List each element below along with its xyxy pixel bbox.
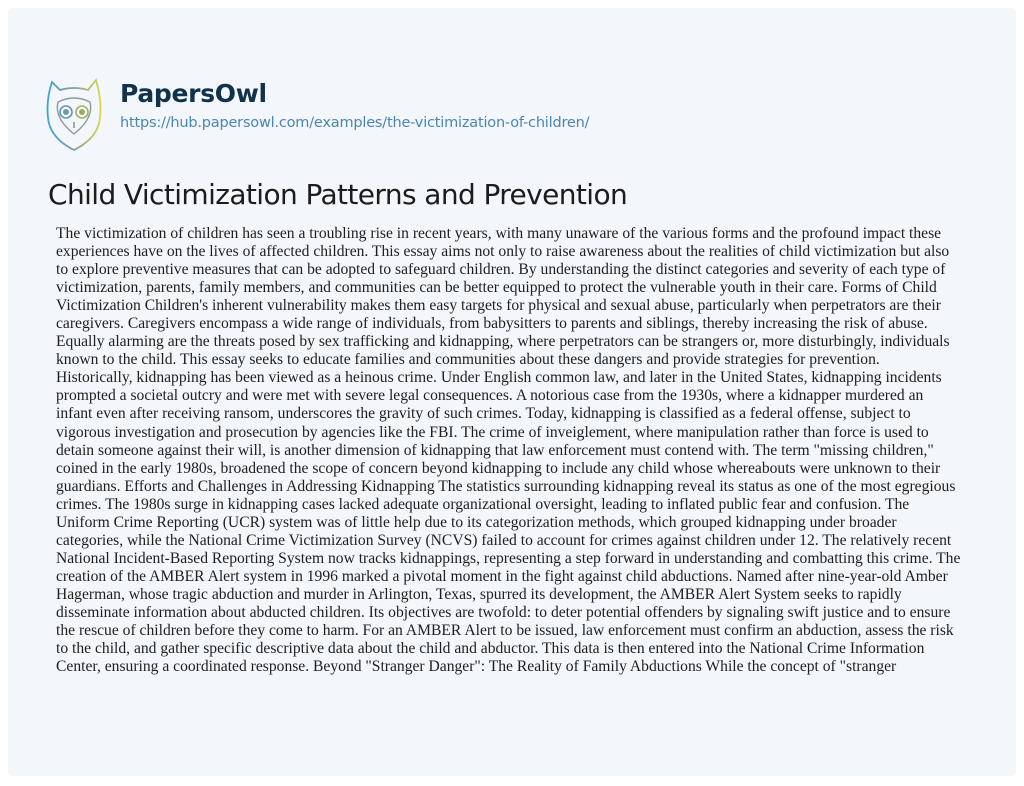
text-line: detain someone against their will, is another dimension of kidnapping that law enforcement must contend with. The term "missing children," <box>56 441 934 459</box>
text-line: coined in the early 1980s, broadened the scope of concern beyond kidnapping to include any child whose whereabouts were unknown to their <box>56 459 941 477</box>
text-line: known to the child. This essay seeks to educate families and communities about these dangers and provide strategies for prevention. <box>56 351 880 369</box>
text-line: Uniform Crime Reporting (UCR) system was of little help due to its categorization methods, which grouped kidnapping under broader <box>56 513 897 531</box>
text-line: National Incident-Based Reporting System now tracks kidnappings, representing a step forward in understanding and combatting this crime. The <box>56 549 961 567</box>
text-line: the rescue of children before they come to harm. For an AMBER Alert to be issued, law enforcement must confirm an abduction, assess the risk <box>56 622 954 640</box>
text-line: vigorous investigation and prosecution by agencies like the FBI. The crime of inveiglement, where manipulation rather than force is used to <box>56 423 929 441</box>
text-line: The victimization of children has seen a troubling rise in recent years, with many unaware of the various forms and the profound impact these <box>56 225 942 242</box>
text-line: Historically, kidnapping has been viewed as a heinous crime. Under English common law, and later in the United States, kidnapping incidents <box>56 369 942 387</box>
owl-logo-icon <box>44 72 104 156</box>
text-line: Center, ensuring a coordinated response. Beyond "Stranger Danger": The Reality of Family Abductions While the concept of "stranger <box>56 658 897 676</box>
text-line: infant even after receiving ransom, underscores the gravity of such crimes. Today, kidnapping is classified as a federal offense, subject to <box>56 405 911 423</box>
text-line: to the child, and gather specific descriptive data about the child and abductor. This data is then entered into the National Crime Information <box>56 640 925 658</box>
text-line: categories, while the National Crime Victimization Survey (NCVS) failed to account for crimes against children under 12. The relatively recent <box>56 531 952 549</box>
text-line: Equally alarming are the threats posed by sex trafficking and kidnapping, where perpetrators can be strangers or, more disturbingly, individuals <box>56 333 950 351</box>
text-line: Hagerman, whose tragic abduction and murder in Arlington, Texas, spurred its development, the AMBER Alert System seeks to rapidly <box>56 585 902 603</box>
text-line: creation of the AMBER Alert system in 1996 marked a pivotal moment in the fight against child abductions. Named after nine-year-old Amber <box>56 567 948 585</box>
article-body <box>56 225 1001 676</box>
page-title: Child Victimization Patterns and Prevention <box>48 178 628 211</box>
text-line: crimes. The 1980s surge in kidnapping cases lacked adequate organizational oversight, leading to inflated public fear and confusion. The <box>56 495 910 513</box>
text-line: guardians. Efforts and Challenges in Addressing Kidnapping The statistics surrounding kidnapping reveal its status as one of the most egregious <box>56 477 956 495</box>
brand-name[interactable]: PapersOwl <box>120 79 267 108</box>
text-line: prompted a societal outcry and were met with severe legal consequences. A notorious case from the 1930s, where a kidnapper murdered an <box>56 387 924 405</box>
text-line: victimization, parents, family members, and communities can be better equipped to protect the vulnerable youth in their care. Forms of Child <box>56 279 937 297</box>
text-line: to explore preventive measures that can be adopted to safeguard children. By understanding the distinct categories and severity of each type of <box>56 261 946 279</box>
text-line: disseminate information about abducted children. Its objectives are twofold: to deter potential offenders by signaling swift justice and to ensure <box>56 603 951 621</box>
page-url[interactable]: https://hub.papersowl.com/examples/the-victimization-of-children/ <box>120 115 590 131</box>
document-card <box>8 8 1016 776</box>
text-line: Victimization Children's inherent vulnerability makes them easy targets for physical and sexual abuse, particularly when perpetrators are their <box>56 297 941 315</box>
text-line: experiences have on the lives of affected children. This essay aims not only to raise awareness about the realities of child victimization but also <box>56 243 950 261</box>
text-line: caregivers. Caregivers encompass a wide range of individuals, from babysitters to parents and siblings, thereby increasing the risk of abuse. <box>56 315 928 333</box>
